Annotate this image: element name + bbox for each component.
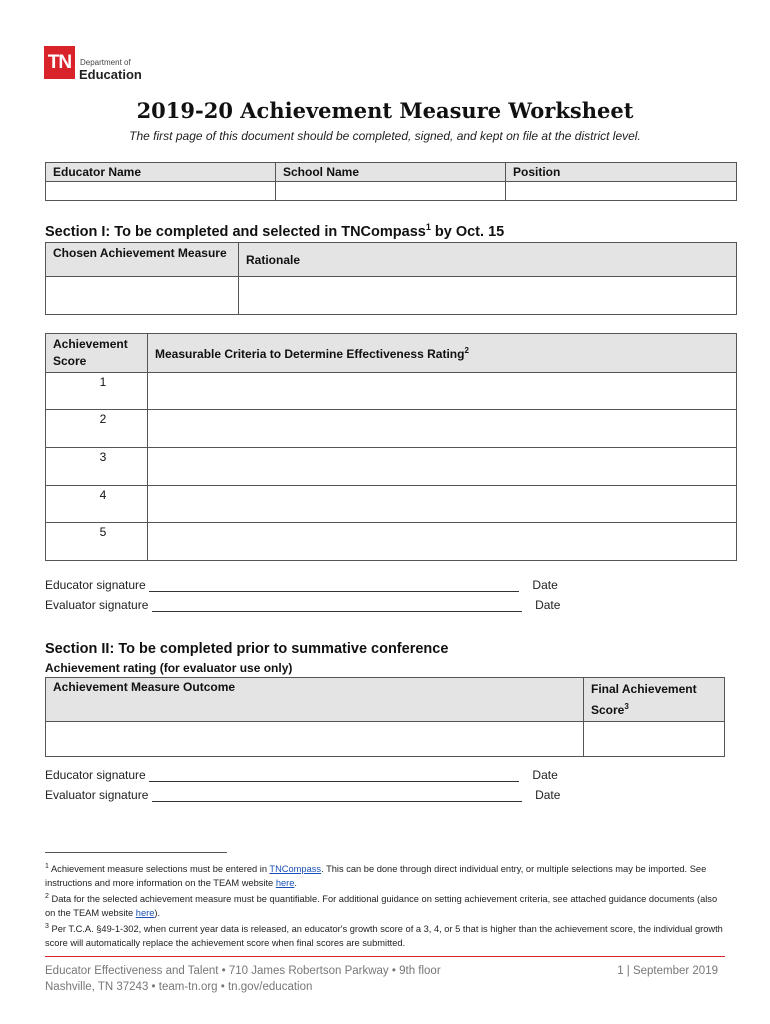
footnote-2-text-b: ). <box>154 907 161 918</box>
team-website-link-2[interactable]: here <box>135 907 155 918</box>
criteria-header <box>148 334 737 373</box>
tn-logo: TN <box>44 46 75 79</box>
chosen-measure-header: Chosen Achievement Measure <box>46 243 239 277</box>
educator-signature-label: Educator signature <box>45 578 146 592</box>
section1-title: Section I: To be completed and selected in TNCompass <box>45 223 426 240</box>
footnote-1-text-c: . <box>294 877 298 888</box>
school-name-field[interactable] <box>276 182 506 201</box>
criteria-field-2[interactable] <box>148 410 737 448</box>
team-website-link-1[interactable]: here <box>275 877 295 888</box>
page-number: 1 | September 2019 <box>617 965 718 977</box>
evaluator-signature-line-2[interactable] <box>152 791 522 802</box>
page-subtitle: The first page of this document should be completed, signed, and kept on file at the district level. <box>129 129 641 143</box>
criteria-field-1[interactable] <box>148 373 737 410</box>
rationale-field[interactable] <box>239 277 737 315</box>
rationale-header: Rationale <box>239 243 737 277</box>
footnote-2-text-a: Data for the selected achievement measure must be quantifiable. For additional guidance on setting achievement criteria, see attached guidance documents (also on the TEAM website <box>45 894 718 918</box>
educator-name-header: Educator Name <box>46 163 276 182</box>
educator-signature-line[interactable] <box>149 581 519 592</box>
footnote-3-text: Per T.C.A. §49-1-302, when current year data is released, an educator's growth score of a 3, 4, or 5 that is higher than the achievement score, the individual growth score will automatically replace the achievement score when final scores are submitted. <box>45 924 723 948</box>
logo-education-text: Education <box>79 67 142 82</box>
footer-line-2: Nashville, TN 37243 • team-tn.org • tn.gov/education <box>45 981 313 993</box>
footnote-1-text-a: Achievement measure selections must be entered in <box>48 864 270 875</box>
evaluator-signature-row-2 <box>45 788 560 802</box>
educator-signature-label-2: Educator signature <box>45 768 146 782</box>
score-1: 1 <box>46 373 148 410</box>
footer-address <box>45 963 441 995</box>
footnote-3-num: 3 <box>45 923 49 931</box>
educator-date-label-2: Date <box>532 768 558 782</box>
final-score-header-text: Final Achievement Score <box>591 682 697 717</box>
section1-heading <box>45 222 504 240</box>
footnote-2 <box>45 890 725 920</box>
outcome-header: Achievement Measure Outcome <box>46 678 584 722</box>
score-5: 5 <box>46 523 148 561</box>
position-header: Position <box>506 163 737 182</box>
score-criteria-table <box>45 333 737 561</box>
footer-line-1: Educator Effectiveness and Talent • 710 James Robertson Parkway • 9th floor <box>45 965 441 977</box>
evaluator-date-label: Date <box>535 598 561 612</box>
footnote-divider <box>45 852 227 853</box>
section1-sup: 1 <box>425 222 431 232</box>
section1-title-end: by Oct. 15 <box>430 223 505 240</box>
score-3: 3 <box>46 448 148 486</box>
achievement-score-header: Achievement Score <box>46 334 148 373</box>
outcome-table <box>45 677 725 757</box>
footnote-1 <box>45 860 725 890</box>
criteria-sup: 2 <box>464 345 469 355</box>
school-name-header: School Name <box>276 163 506 182</box>
evaluator-date-label-2: Date <box>535 788 561 802</box>
footnote-3 <box>45 920 725 950</box>
footnotes <box>45 860 725 950</box>
page-title: 2019-20 Achievement Measure Worksheet <box>136 98 634 123</box>
logo-department-text: Department of <box>80 58 131 67</box>
score-2: 2 <box>46 410 148 448</box>
footnote-1-text-b: . This can be done through direct individual entry, or multiple selections may be imported. See instructions and more information on the TEAM website <box>45 864 707 888</box>
criteria-field-5[interactable] <box>148 523 737 561</box>
outcome-field[interactable] <box>46 722 584 757</box>
footnote-2-num: 2 <box>45 893 49 901</box>
footer-divider <box>45 956 725 957</box>
criteria-field-4[interactable] <box>148 486 737 523</box>
educator-signature-line-2[interactable] <box>149 771 519 782</box>
footnote-1-num: 1 <box>45 863 49 870</box>
position-field[interactable] <box>506 182 737 201</box>
final-score-field[interactable] <box>584 722 725 757</box>
section2-heading: Section II: To be completed prior to summative conference <box>45 641 449 657</box>
chosen-measure-table <box>45 242 737 315</box>
section2-subtitle: Achievement rating (for evaluator use only) <box>45 661 293 675</box>
evaluator-signature-label: Evaluator signature <box>45 598 149 612</box>
tncompass-link[interactable]: TNCompass <box>269 864 322 875</box>
criteria-header-text: Measurable Criteria to Determine Effectiveness Rating <box>155 346 465 361</box>
evaluator-signature-line[interactable] <box>152 601 522 612</box>
educator-info-table <box>45 162 737 201</box>
educator-signature-row-1 <box>45 578 558 592</box>
final-score-header <box>584 678 725 722</box>
final-score-sup: 3 <box>624 702 629 711</box>
evaluator-signature-row-1 <box>45 598 560 612</box>
educator-name-field[interactable] <box>46 182 276 201</box>
score-4: 4 <box>46 486 148 523</box>
chosen-measure-field[interactable] <box>46 277 239 315</box>
educator-date-label: Date <box>532 578 558 592</box>
educator-signature-row-2 <box>45 768 558 782</box>
criteria-field-3[interactable] <box>148 448 737 486</box>
evaluator-signature-label-2: Evaluator signature <box>45 788 149 802</box>
